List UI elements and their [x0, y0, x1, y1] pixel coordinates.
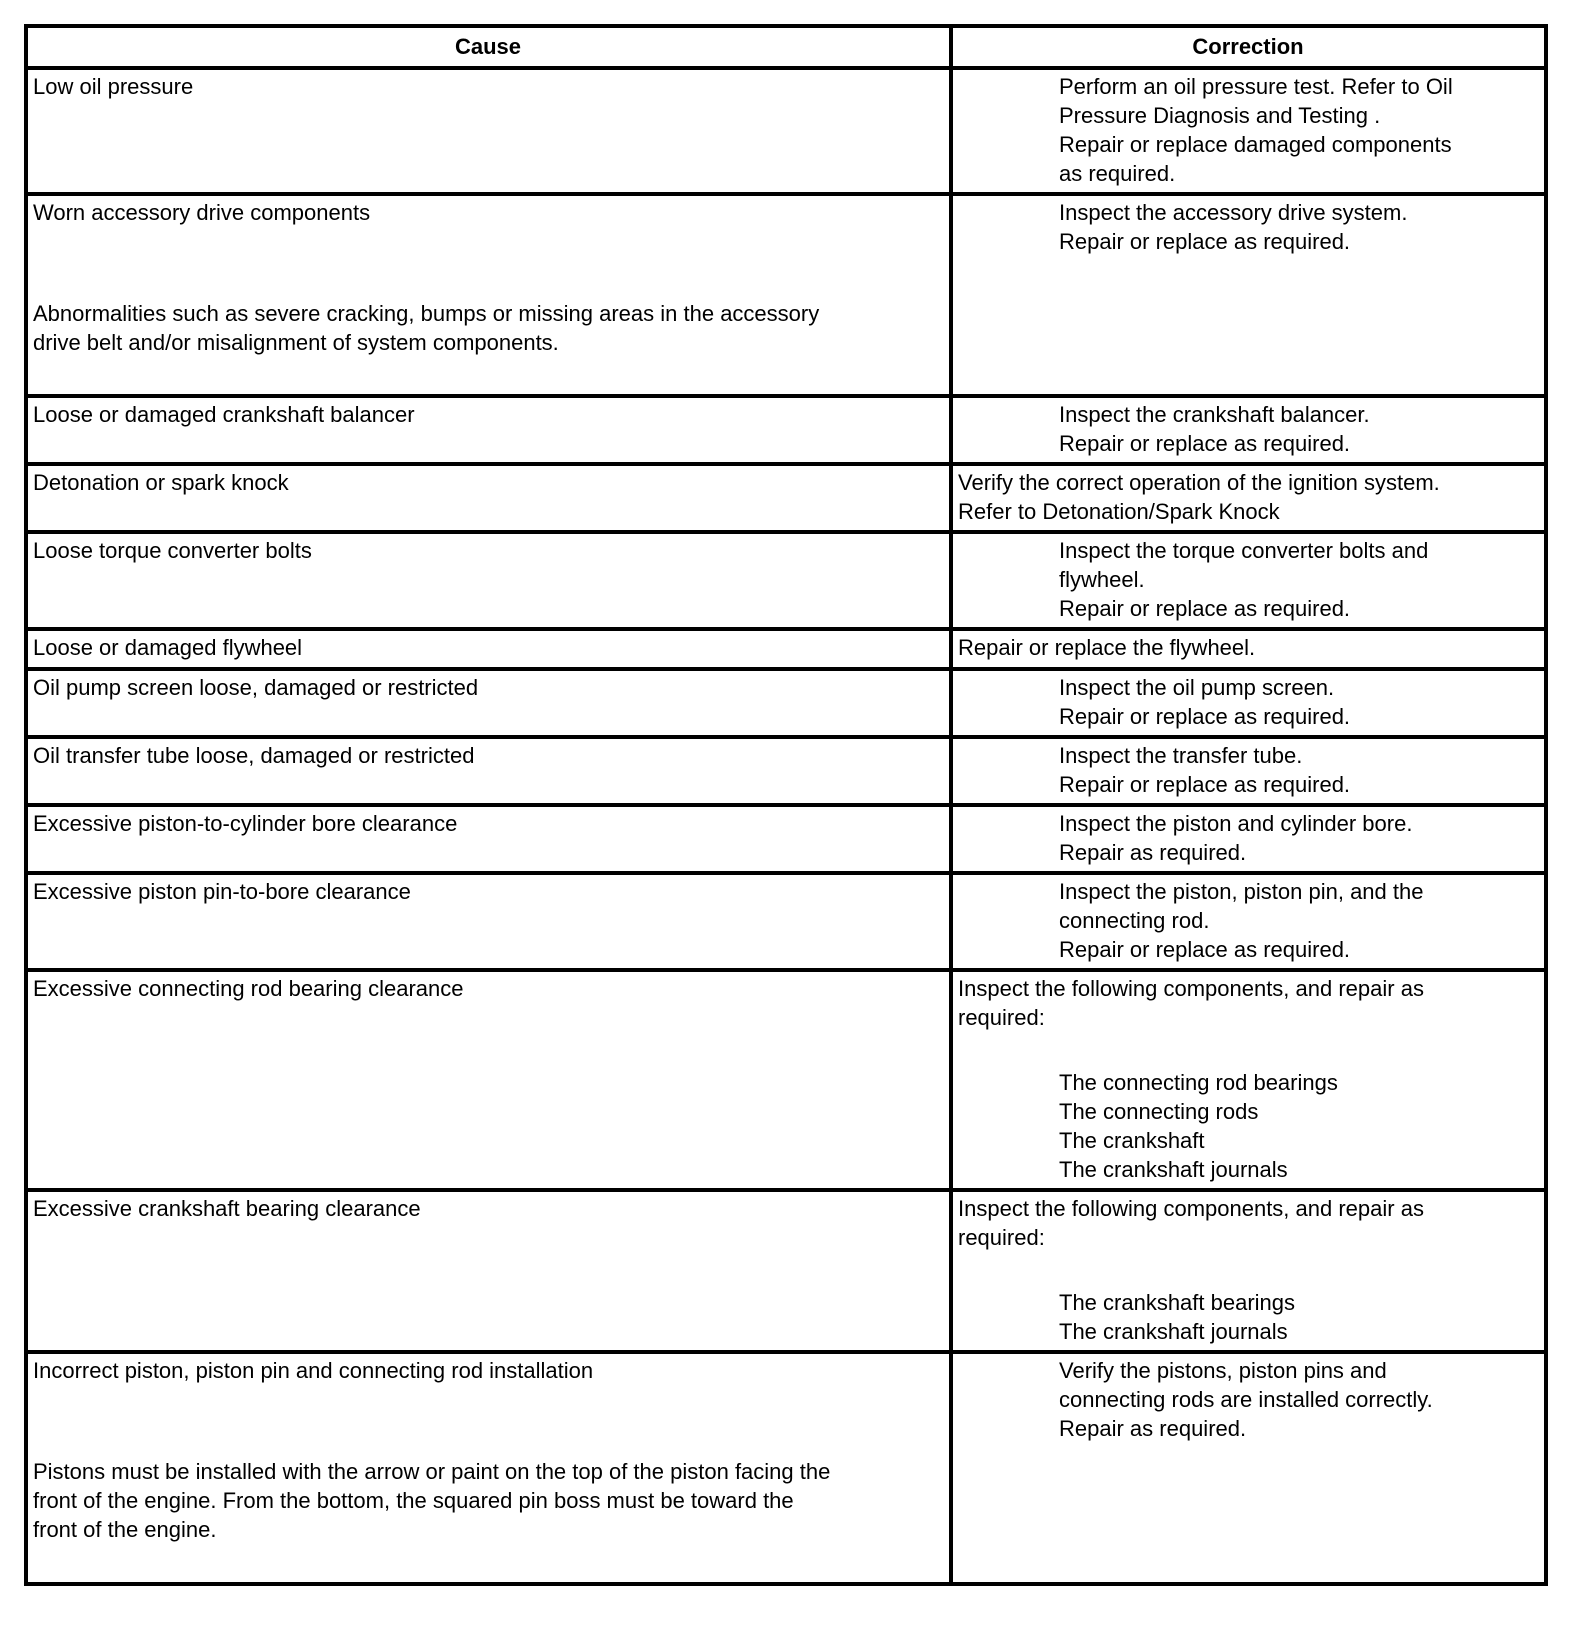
cause-text: Excessive piston-to-cylinder bore clearance: [33, 811, 458, 836]
correction-list-item: The crankshaft bearings: [1059, 1290, 1296, 1315]
cause-cell: [26, 532, 951, 629]
correction-text: Inspect the piston and cylinder bore.: [1059, 811, 1413, 836]
cause-text: Worn accessory drive components: [33, 200, 371, 225]
column-header-cause: Cause: [26, 26, 951, 68]
table-row: [26, 805, 1546, 873]
correction-text: Inspect the transfer tube.: [1059, 743, 1303, 768]
cause-text: Incorrect piston, piston pin and connecting rod installation: [33, 1358, 594, 1383]
cause-text: Low oil pressure: [33, 74, 194, 99]
correction-cell: [951, 970, 1546, 1190]
correction-text: Repair or replace damaged components: [1059, 132, 1452, 157]
cause-cell: [26, 873, 951, 970]
correction-cell: [951, 1352, 1546, 1584]
table-row: [26, 737, 1546, 805]
correction-text: Pressure Diagnosis and Testing .: [1059, 103, 1381, 128]
correction-text: Repair as required.: [1059, 840, 1247, 865]
table-row: [26, 532, 1546, 629]
correction-intro-text: Inspect the following components, and repair as: [958, 976, 1424, 1001]
correction-text: Repair or replace as required.: [1059, 772, 1351, 797]
cause-note-text: Abnormalities such as severe cracking, bumps or missing areas in the accessory: [33, 301, 820, 326]
correction-cell: [951, 1190, 1546, 1352]
cause-cell: [26, 396, 951, 464]
correction-text: connecting rods are installed correctly.: [1059, 1387, 1433, 1412]
cause-text: Oil transfer tube loose, damaged or restricted: [33, 743, 475, 768]
cause-cell: [26, 629, 951, 669]
table-row: [26, 629, 1546, 669]
cause-text: Loose torque converter bolts: [33, 538, 312, 563]
cause-text: Excessive piston pin-to-bore clearance: [33, 879, 411, 904]
column-header-correction: Correction: [951, 26, 1546, 68]
table-row: [26, 68, 1546, 194]
correction-text: as required.: [1059, 161, 1176, 186]
cause-cell: [26, 1352, 951, 1584]
correction-text: Repair or replace as required.: [1059, 937, 1351, 962]
correction-cell: [951, 805, 1546, 873]
correction-text: Refer to Detonation/Spark Knock: [958, 499, 1280, 524]
correction-text: Inspect the accessory drive system.: [1059, 200, 1408, 225]
table-row: [26, 464, 1546, 532]
correction-list-item: The connecting rod bearings: [1059, 1070, 1338, 1095]
table-row: [26, 970, 1546, 1190]
correction-text: Repair or replace as required.: [1059, 704, 1351, 729]
correction-list-item: The crankshaft: [1059, 1128, 1205, 1153]
table-row: [26, 194, 1546, 396]
correction-text: Repair or replace the flywheel.: [958, 635, 1256, 660]
cause-cell: [26, 464, 951, 532]
correction-cell: [951, 669, 1546, 737]
correction-list-item: The crankshaft journals: [1059, 1157, 1288, 1182]
correction-text: Repair or replace as required.: [1059, 596, 1351, 621]
correction-list-item: The connecting rods: [1059, 1099, 1259, 1124]
cause-text: Excessive connecting rod bearing clearance: [33, 976, 464, 1001]
correction-cell: [951, 873, 1546, 970]
correction-list-item: The crankshaft journals: [1059, 1319, 1288, 1344]
table-row: [26, 1190, 1546, 1352]
cause-cell: [26, 970, 951, 1190]
cause-text: Loose or damaged flywheel: [33, 635, 303, 660]
correction-text: Inspect the crankshaft balancer.: [1059, 402, 1370, 427]
correction-intro-text: Inspect the following components, and repair as: [958, 1196, 1424, 1221]
correction-text: Repair as required.: [1059, 1416, 1247, 1441]
cause-cell: [26, 669, 951, 737]
cause-cell: [26, 68, 951, 194]
cause-note-text: front of the engine. From the bottom, the squared pin boss must be toward the: [33, 1488, 794, 1513]
cause-cell: [26, 805, 951, 873]
table-header-row: [26, 26, 1546, 68]
cause-note-text: Pistons must be installed with the arrow or paint on the top of the piston facing the: [33, 1459, 831, 1484]
correction-cell: [951, 532, 1546, 629]
cause-text: Loose or damaged crankshaft balancer: [33, 402, 415, 427]
table-row: [26, 873, 1546, 970]
cause-note-text: drive belt and/or misalignment of system components.: [33, 330, 559, 355]
correction-intro-text: required:: [958, 1225, 1045, 1250]
correction-text: Repair or replace as required.: [1059, 229, 1351, 254]
cause-cell: [26, 194, 951, 396]
cause-text: Excessive crankshaft bearing clearance: [33, 1196, 421, 1221]
correction-text: flywheel.: [1059, 567, 1145, 592]
correction-text: Verify the pistons, piston pins and: [1059, 1358, 1387, 1383]
correction-cell: [951, 194, 1546, 396]
correction-text: Inspect the oil pump screen.: [1059, 675, 1335, 700]
correction-cell: [951, 464, 1546, 532]
cause-text: Detonation or spark knock: [33, 470, 289, 495]
correction-text: Inspect the piston, piston pin, and the: [1059, 879, 1424, 904]
table-row: [26, 669, 1546, 737]
correction-text: Inspect the torque converter bolts and: [1059, 538, 1429, 563]
correction-cell: [951, 629, 1546, 669]
cause-text: Oil pump screen loose, damaged or restricted: [33, 675, 479, 700]
cause-cell: [26, 737, 951, 805]
cause-cell: [26, 1190, 951, 1352]
correction-cell: [951, 737, 1546, 805]
correction-text: connecting rod.: [1059, 908, 1210, 933]
correction-cell: [951, 68, 1546, 194]
cause-note-text: front of the engine.: [33, 1517, 217, 1542]
correction-text: Perform an oil pressure test. Refer to Oil: [1059, 74, 1453, 99]
correction-intro-text: required:: [958, 1005, 1045, 1030]
correction-text: Verify the correct operation of the ignition system.: [958, 470, 1440, 495]
table-row: [26, 396, 1546, 464]
correction-text: Repair or replace as required.: [1059, 431, 1351, 456]
table-row: [26, 1352, 1546, 1584]
diagnosis-table: [24, 24, 1548, 1586]
correction-cell: [951, 396, 1546, 464]
